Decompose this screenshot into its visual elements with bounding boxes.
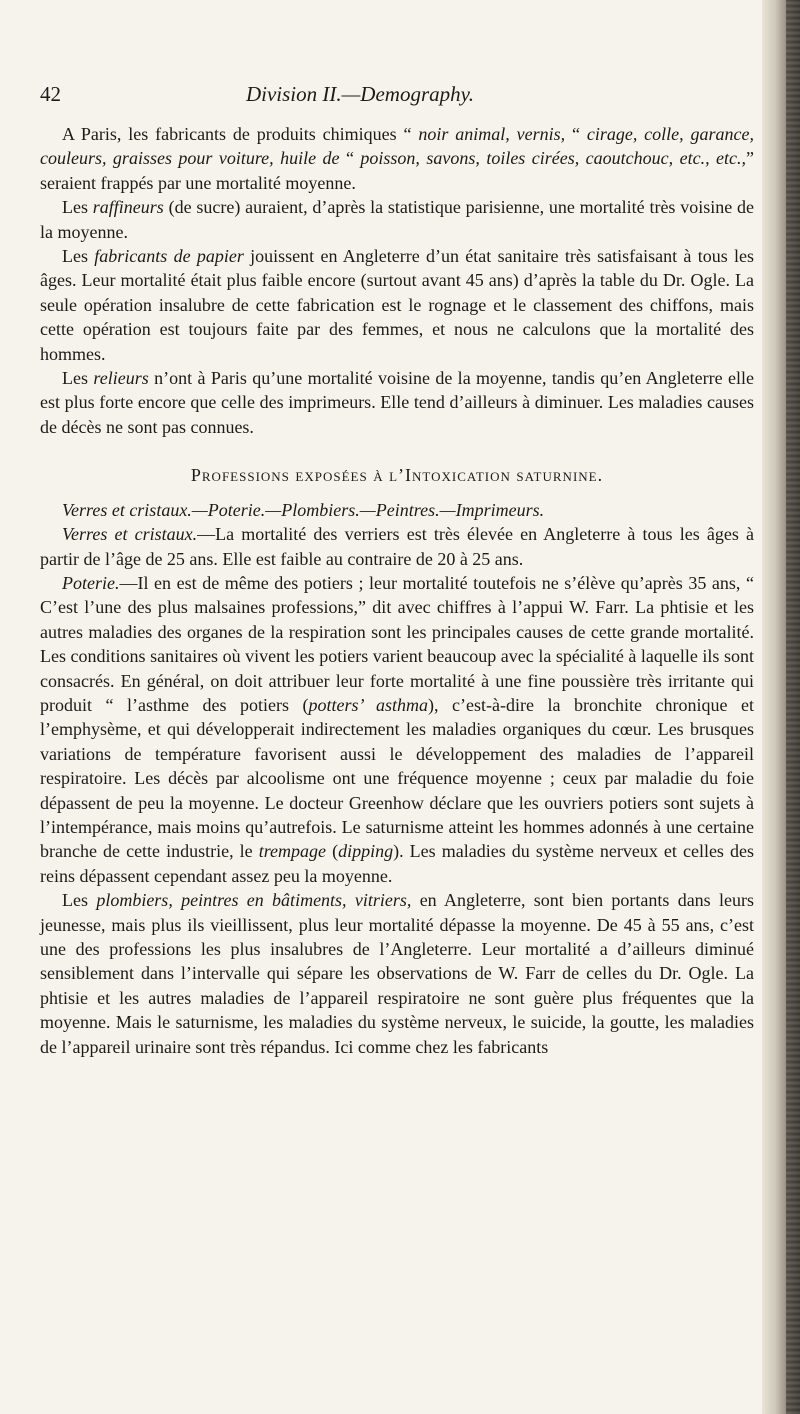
paragraph-paris-chemicals: A Paris, les fabricants de produits chimiques “ noir animal, vernis, “ cirage, colle, garance, couleurs, graisses pour voiture, huile de “ poisson, savons, toiles cirées, caoutchouc, etc., etc.,” seraient frappés par une mortalité moyenne.	[40, 124, 755, 193]
paragraph-plombiers: Les plombiers, peintres en bâtiments, vitriers, en Angleterre, sont bien portants dans leurs jeunesse, mais plus ils vieillissent, plus leur mortalité dépasse la moyenne. De 45 à 55 ans, c’est une des professions les plus insalubres de l’Angleterre. Leur mortalité a d’ailleurs diminué sensiblement dans l’intervalle qui sépare les observations de W. Farr de celles du Dr. Ogle. La phtisie et les autres maladies de l’appareil respiratoire ne sont guère plus fréquentes que la moyenne. Mais le saturnisme, les maladies du système nerveux, le suicide, la goutte, les maladies de l’appareil urinaire sont très répandus. Ici comme chez les fabricants	[40, 890, 754, 1057]
page-number: 42	[40, 82, 61, 106]
page-header	[40, 82, 760, 112]
paragraph-poterie: Poterie.—Il en est de même des potiers ; leur mortalité toutefois ne s’élève qu’après 35 ans, “ C’est l’une des plus malsaines professions,” dit avec chiffres à l’appui W. Farr. La phtisie et les autres maladies des organes de la respiration sont les principales causes de cette grande mortalité. Les conditions sanitaires où vivent les potiers varient beaucoup avec la spécialité à laquelle ils sont consacrés. En général, on doit attribuer leur forte mortalité à une fine poussière très irritante qui produit “ l’asthme des potiers (potters’ asthma), c’est-à-dire la bronchite chronique et l’emphysème, et qui développerait indirectement les maladies organiques du cœur. Les brusques variations de température favorisent aussi le développement des maladies de l’appareil respiratoire. Les décès par alcoolisme ont une fréquence moyenne ; ceux par maladie du foie dépassent de peu la moyenne. Le docteur Greenhow déclare que les ouvriers potiers sont sujets à l’intempérance, mais moins qu’autrefois. Le saturnisme atteint les hommes adonnés à une certaine branche de cette industrie, le trempage (dipping). Les maladies du système nerveux et celles des reins dépassent cependant assez peu la moyenne.	[40, 572, 754, 886]
paragraph-raffineurs: Les raffineurs (de sucre) auraient, d’après la statistique parisienne, une mortalité très voisine de la moyenne.	[40, 197, 754, 242]
paragraph-relieurs: Les relieurs n’ont à Paris qu’une mortalité voisine de la moyenne, tandis qu’en Angleterre elle est plus forte encore que celle des imprimeurs. Elle tend d’ailleurs à diminuer. Les maladies causes de décès ne sont pas connues.	[40, 368, 754, 437]
paragraph-fabricants-papier: Les fabricants de papier jouissent en Angleterre d’un état sanitaire très satisfaisant à tous les âges. Leur mortalité était plus faible encore (surtout avant 45 ans) d’après la table du Dr. Ogle. La seule opération insalubre de cette fabrication est le rognage et le classement des chiffons, mais cette opération est toujours faite par des femmes, et nous ne calculons que la mortalité des hommes.	[40, 246, 754, 364]
section-subheads: Verres et cristaux.—Poterie.—Plombiers.—Peintres.—Imprimeurs.	[62, 499, 545, 520]
book-spine-edge	[786, 0, 800, 1414]
section-heading: Professions exposées à l’Intoxication saturnine.	[190, 465, 604, 486]
paragraph-verres-cristaux: Verres et cristaux.—La mortalité des verriers est très élevée en Angleterre à tous les âges à partir de l’âge de 25 ans. Elle est faible au contraire de 20 à 25 ans.	[40, 524, 755, 569]
running-head: Division II.—Demography.	[245, 82, 475, 106]
body-text	[40, 122, 754, 1059]
